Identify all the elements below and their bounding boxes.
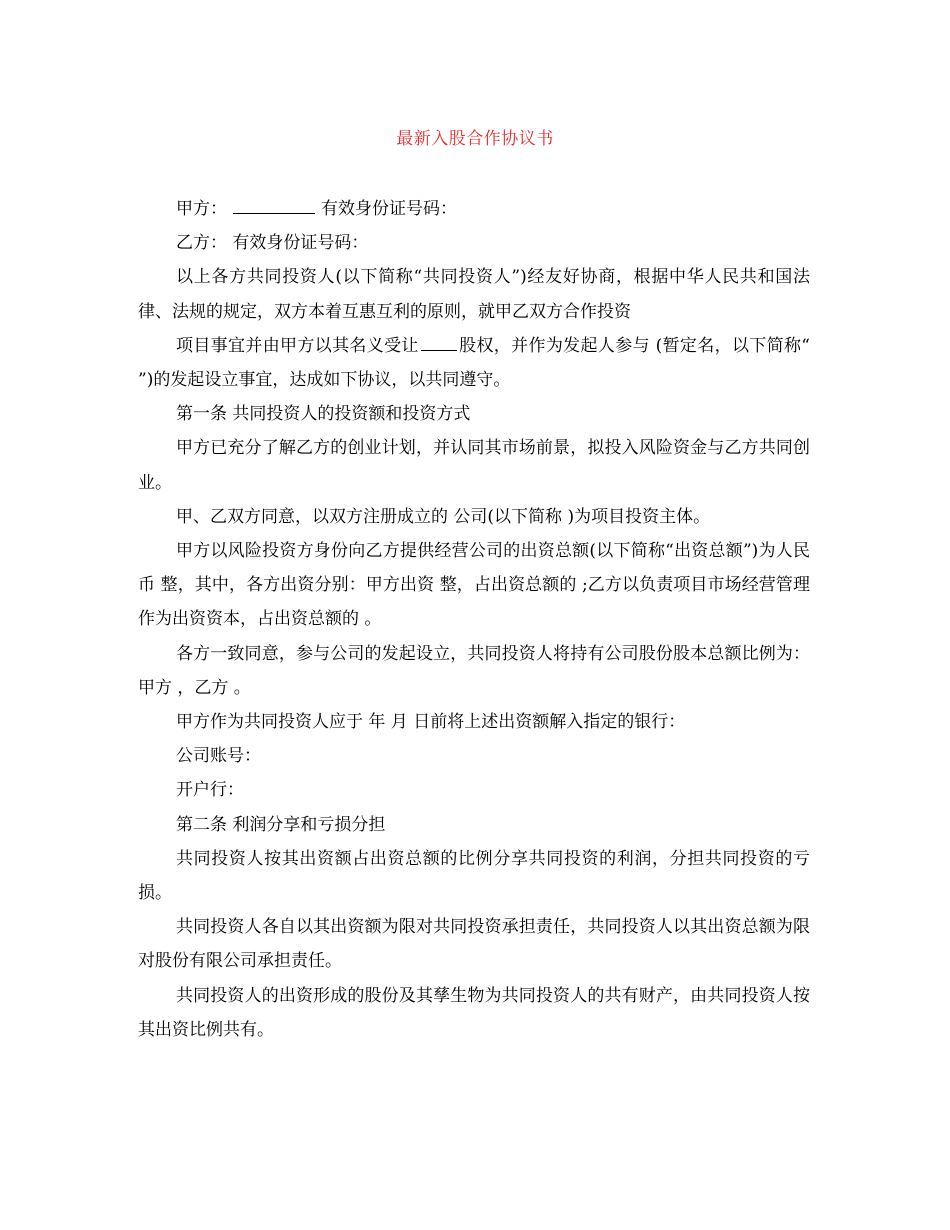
document-title: 最新入股合作协议书 (396, 129, 554, 149)
account-label: 公司账号： (176, 746, 261, 767)
bank-label: 开户行： (176, 780, 244, 801)
document-body (138, 192, 810, 1047)
intro-2-text-after: 股权，并作为发起人参与 (暂定名，以下简称“ ”)的发起设立事宜，达成如下协议，以共同遵守。 (138, 335, 811, 391)
party-b-line: 乙方： 有效身份证号码： (176, 233, 369, 254)
article-1-paragraph-2: 甲、乙双方同意，以双方注册成立的 公司(以下简称 )为项目投资主体。 (176, 506, 711, 527)
article-1-heading: 第一条 共同投资人的投资额和投资方式 (176, 404, 471, 425)
article-1-paragraph-3: 甲方以风险投资方身份向乙方提供经营公司的出资总额(以下简称“出资总额”)为人民币 整，其中，各方出资分别：甲方出资 整，占出资总额的 ;乙方以负责项目市场经营管理作为出资资本，占出资总额的 。 (138, 541, 810, 630)
party-a-line (138, 192, 810, 226)
intro-paragraph-1: 以上各方共同投资人(以下简称“共同投资人”)经友好协商，根据中华人民共和国法律、法规的规定，双方本着互惠互利的原则，就甲乙双方合作投资 (138, 267, 810, 322)
article-2-paragraph-1: 共同投资人按其出资额占出资总额的比例分享共同投资的利润，分担共同投资的亏损。 (138, 848, 810, 904)
article-2-paragraph-3: 共同投资人的出资形成的股份及其孳生物为共同投资人的共有财产，由共同投资人按其出资比例共有。 (138, 985, 810, 1040)
article-1-paragraph-5: 甲方作为共同投资人应于 年 月 日前将上述出资额解入指定的银行： (176, 712, 686, 733)
article-1-paragraph-4: 各方一致同意，参与公司的发起设立，共同投资人将持有公司股份股本总额比例为：甲方 ，乙方 。 (138, 643, 810, 698)
party-a-name-blank (233, 195, 315, 214)
article-2-heading: 第二条 利润分享和亏损分担 (176, 814, 386, 835)
article-1-paragraph-1: 甲方已充分了解乙方的创业计划，并认同其市场前景，拟投入风险资金与乙方共同创业。 (138, 438, 810, 493)
party-a-label: 甲方： (176, 199, 227, 219)
article-2-paragraph-2: 共同投资人各自以其出资额为限对共同投资承担责任，共同投资人以其出资总额为限对股份有限公司承担责任。 (138, 917, 810, 972)
intro-2-text-before: 项目事宜并由甲方以其名义受让 (176, 335, 419, 356)
intro-paragraph-2 (138, 329, 810, 397)
equity-blank (421, 332, 457, 351)
party-a-id-label: 有效身份证号码： (321, 199, 457, 219)
